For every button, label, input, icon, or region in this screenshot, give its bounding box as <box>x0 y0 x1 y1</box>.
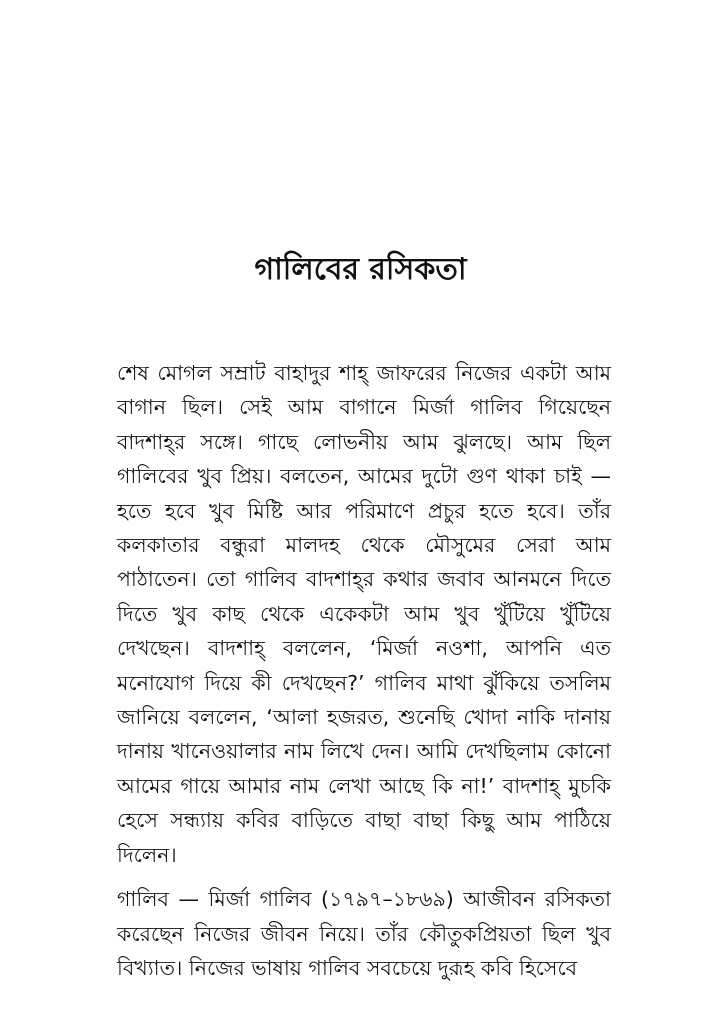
page-title: গালিবের রসিকতা <box>254 252 467 287</box>
body-text <box>117 356 611 995</box>
paragraph-1: শেষ মোগল সম্রাট বাহাদুর শাহ্ জাফরের নিজের একটা আম বাগান ছিল। সেই আম বাগানে মির্জা গালিব গিয়েছেন বাদশাহ্‌র সঙ্গে। গাছে লোভনীয় আম ঝুলছে। আম ছিল গালিবের খুব প্রিয়। বলতেন, আমের দুটো গুণ থাকা চাই — হতে হবে খুব মিষ্টি আর পরিমাণে প্রচুর হতে হবে। তাঁর কলকাতার বন্ধুরা মালদহ থেকে মৌসুমের সেরা আম পাঠাতেন। তো গালিব বাদশাহ্‌র কথার জবাব আনমনে দিতে দিতে খুব কাছ থেকে একেকটা আম খুব খুঁটিয়ে খুঁটিয়ে দেখছেন। বাদশাহ্ বললেন, ‘মির্জা নওশা, আপনি এত মনোযোগ দিয়ে কী দেখছেন?’ গালিব মাথা ঝুঁকিয়ে তসলিম জানিয়ে বললেন, ‘আলা হজরত, শুনেছি খোদা নাকি দানায় দানায় খানেওয়ালার নাম লিখে দেন। আমি দেখছিলাম কোনো আমের গায়ে আমার নাম লেখা আছে কি না!’ বাদশাহ্ মুচকি হেসে সন্ধ্যায় কবির বাড়িতে বাছা বাছা কিছু আম পাঠিয়ে দিলেন। <box>117 361 611 867</box>
paragraph-2: গালিব — মির্জা গালিব (১৭৯৭–১৮৬৯) আজীবন রসিকতা করেছেন নিজের জীবন নিয়ে। তাঁর কৌতুকপ্রিয়তা ছিল খুব বিখ্যাত। নিজের ভাষায় গালিব সবচেয়ে দুরূহ কবি হিসেবে <box>117 887 611 980</box>
